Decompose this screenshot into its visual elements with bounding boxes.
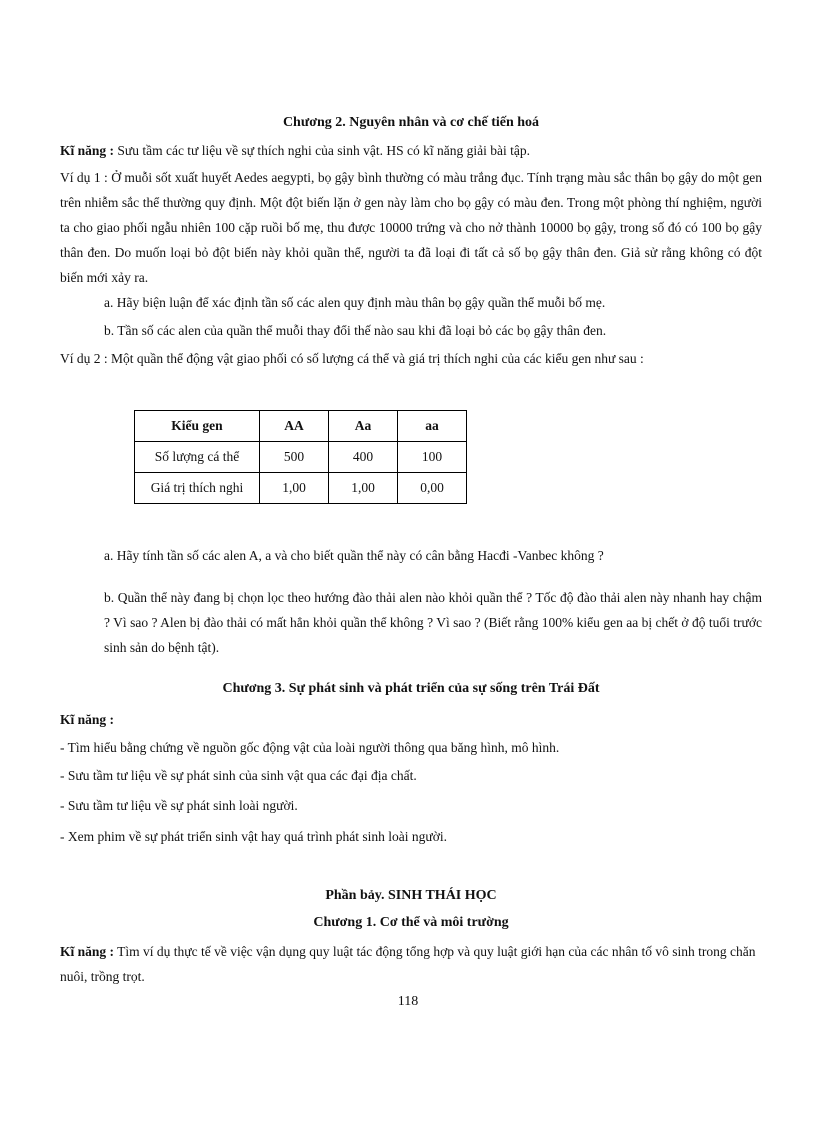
list-item: - Sưu tầm tư liệu về sự phát sinh loài người. [60,798,298,813]
example-2-question-b: b. Quần thể này đang bị chọn lọc theo hướng đào thải alen nào khỏi quần thể ? Tốc độ đào thải alen này nhanh hay chậm ? Vì sao ? Alen bị đào thải có mất hẳn khỏi quần thể không ? Vì sao ? (Biết rằng 100% kiểu gen aa bị chết ở độ tuổi trước sinh sản do bệnh tật). [104,590,762,655]
example-1-paragraph: Ví dụ 1 : Ở muỗi sốt xuất huyết Aedes aegypti, bọ gậy bình thường có màu trắng đục. Tính trạng màu sắc thân bọ gậy do một gen trên nhiễm sắc thể thường quy định. Một đột biến lặn ở gen này làm cho bọ gậy có màu đen. Trong một phòng thí nghiệm, người ta cho giao phối ngẫu nhiên 100 cặp ruồi bố mẹ, thu được 10000 trứng và cho nở thành 10000 bọ gậy, trong số đó có 100 bọ gậy thân đen. Do muốn loại bỏ đột biến này khỏi quần thể, người ta đã loại đi tất cả số bọ gậy thân đen. Giả sử rằng không có đột biến mới xảy ra. [60,170,762,285]
table-cell: 500 [260,442,329,473]
chapter-2-title: Chương 2. Nguyên nhân và cơ chế tiến hoá [282,115,540,130]
example-2-paragraph: Ví dụ 2 : Một quần thể động vật giao phối có số lượng cá thể và giá trị thích nghi của các kiểu gen như sau : [60,351,644,366]
list-item: - Xem phim về sự phát triển sinh vật hay quá trình phát sinh loài người. [60,829,447,844]
part-7-skill [60,939,762,989]
page-number: 118 [397,994,419,1009]
list-item: - Sưu tầm tư liệu về sự phát sinh của sinh vật qua các đại địa chất. [60,768,417,783]
table-cell: 0,00 [398,473,467,504]
example-2-question-a: a. Hãy tính tần số các alen A, a và cho biết quần thể này có cân bằng Hacđi -Vanbec không ? [104,548,604,563]
table-header-cell: Aa [329,411,398,442]
part-7-chapter-1-title: Chương 1. Cơ thể và môi trường [313,915,509,930]
table-cell: Giá trị thích nghi [135,473,260,504]
table-cell: Số lượng cá thể [135,442,260,473]
table-header-cell: AA [260,411,329,442]
table-cell: 400 [329,442,398,473]
skill-text: Tìm ví dụ thực tế về việc vận dụng quy luật tác động tổng hợp và quy luật giới hạn của các nhân tố vô sinh trong chăn nuôi, trồng trọt. [60,944,756,984]
table-cell: 100 [398,442,467,473]
chapter-3-title: Chương 3. Sự phát sinh và phát triển của sự sống trên Trái Đất [222,681,600,696]
table-row [135,473,467,504]
example-1-question-a: a. Hãy biện luận để xác định tần số các alen quy định màu thân bọ gậy quần thể muỗi bố mẹ. [104,295,606,310]
table-header-cell: aa [398,411,467,442]
table-cell: 1,00 [260,473,329,504]
example-1-question-b: b. Tần số các alen của quần thể muỗi thay đổi thế nào sau khi đã loại bỏ các bọ gậy thân đen. [104,323,607,338]
table-cell: 1,00 [329,473,398,504]
genotype-table [134,410,467,504]
table-row [135,442,467,473]
table-header-row [135,411,467,442]
chapter-3-skill-label: Kĩ năng : [60,712,115,727]
list-item: - Tìm hiểu bằng chứng về nguồn gốc động vật của loài người thông qua băng hình, mô hình. [60,740,560,755]
skill-label: Kĩ năng : [60,143,115,158]
chapter-2-skill [60,138,762,163]
skill-text: Sưu tầm các tư liệu về sự thích nghi của sinh vật. HS có kĩ năng giải bài tập. [114,143,531,158]
skill-label: Kĩ năng : [60,944,115,959]
table-header-cell: Kiểu gen [135,411,260,442]
part-7-title: Phần bảy. SINH THÁI HỌC [325,888,497,903]
